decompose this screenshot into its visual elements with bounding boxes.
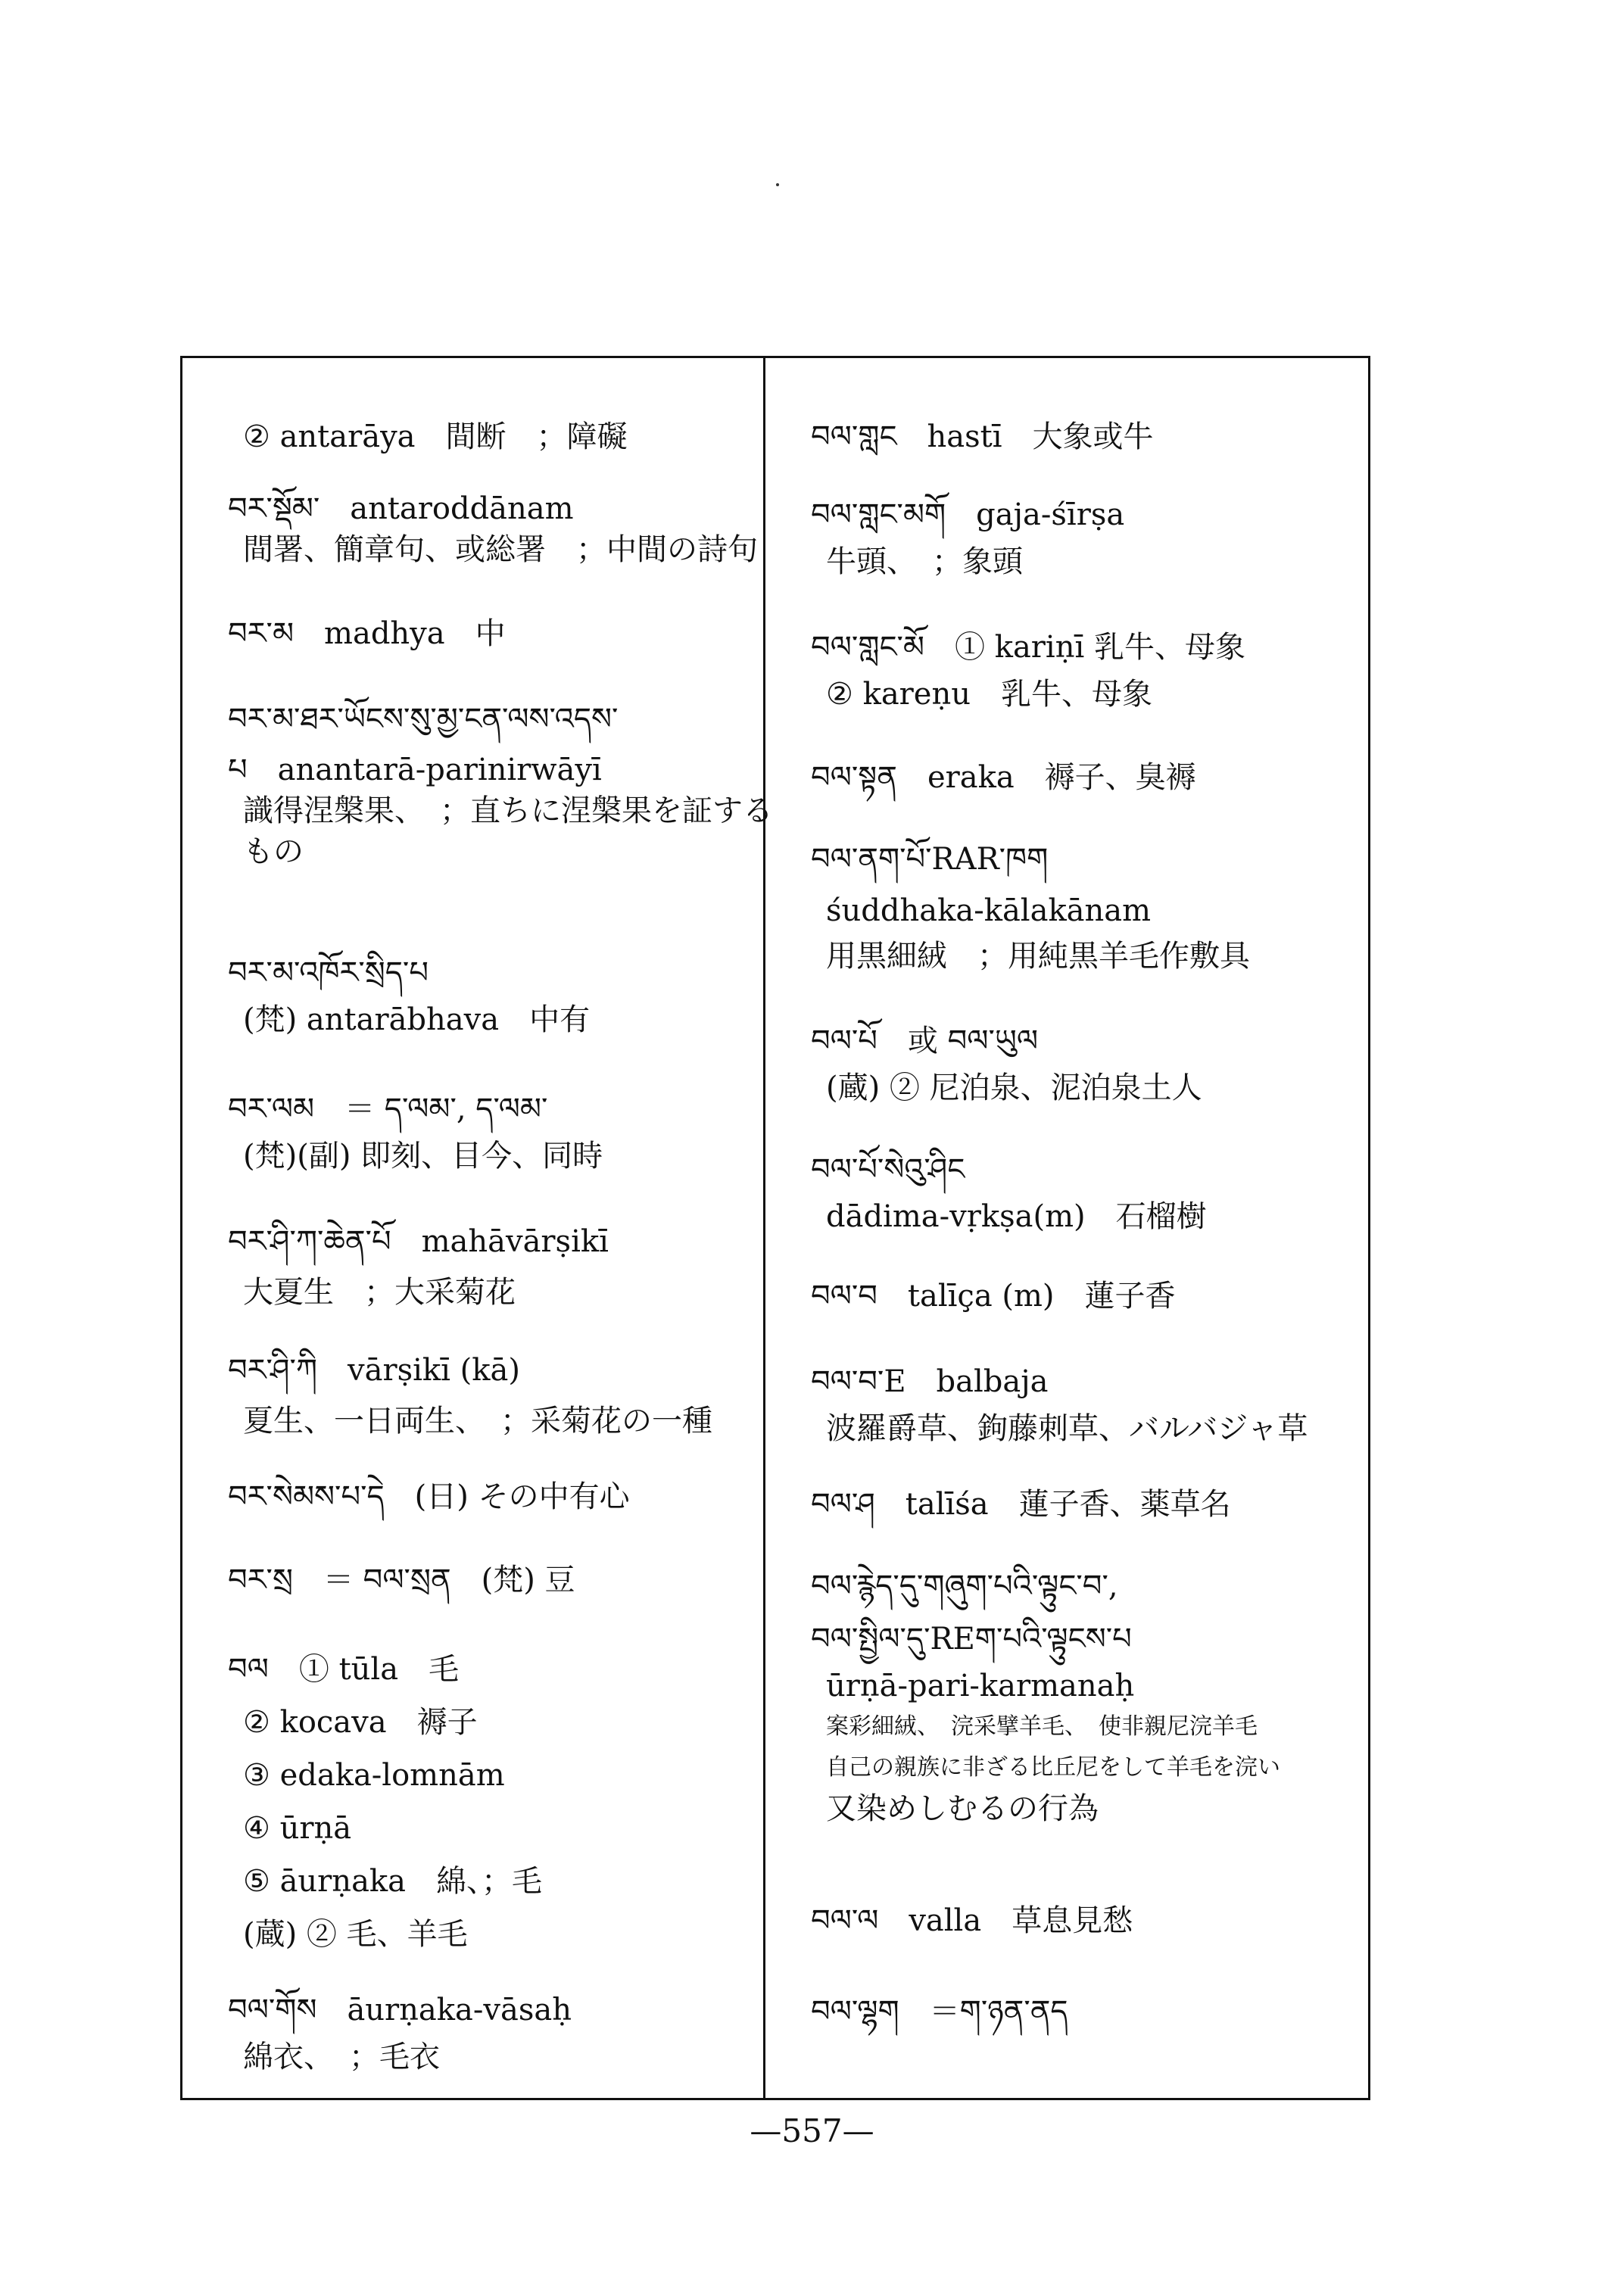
entry-line: もの: [243, 834, 304, 869]
entry: [182, 1643, 763, 1961]
entry-line: ② kareṇu 乳牛、母象: [826, 677, 1152, 712]
entry: [765, 621, 1368, 715]
entry-line: བལ་ལྷག ＝ག་ཉན་ནད: [811, 1994, 1068, 2029]
entry-line: བར་ཤི་ཀི vārṣikī (kā): [228, 1353, 520, 1388]
entry: [182, 1984, 763, 2077]
entry-line: བལ་གླང་མགོ gaja-śīrṣa: [811, 497, 1125, 532]
entry-line: བར་ཤི་ཀ་ཆེན་པོ mahāvārṣikī: [228, 1224, 609, 1259]
entry: [182, 1211, 763, 1313]
entry: [765, 1900, 1368, 1941]
entry-line: (蔵) ② 毛、羊毛: [243, 1917, 468, 1952]
entry-line: བལ་རྙེད་དུ་གཞུག་པའི་ལྟུང་བ་,: [811, 1569, 1118, 1604]
entry-line: śuddhaka-kālakānam: [826, 893, 1152, 928]
entry-line: 綿衣、 ；毛衣: [243, 2040, 440, 2074]
entry-line: dādima-vṛkṣa(m) 石榴樹: [826, 1199, 1207, 1234]
entry-line: ③ edaka-lomnām: [243, 1758, 505, 1793]
entry-line: (梵) antarābhava 中有: [243, 1002, 591, 1037]
entry-line: བལ་ནག་པོ་RAR་ཁག: [811, 842, 1049, 877]
entry-line: 間署、簡章句、或総署 ；中間の詩句: [243, 532, 758, 567]
entry-line: ④ ūrṇā: [243, 1811, 352, 1846]
entry-line: བར་སྲ ＝ བལ་སྲན (梵) 豆: [228, 1563, 575, 1597]
entry-line: ⑤ āurṇaka 綿、；毛: [243, 1864, 542, 1899]
entry: [182, 1340, 763, 1442]
entry: [182, 416, 763, 457]
entry: [182, 689, 773, 872]
entry-line: ② antarāya 間断 ；障礙: [243, 419, 628, 454]
entry-line: བར་སེམས་པ་དེ (日) その中有心: [228, 1479, 630, 1514]
entry: [182, 1476, 763, 1517]
entry-line: 用黒細絨 ；用純黒羊毛作敷具: [826, 939, 1250, 974]
entry: [765, 1484, 1368, 1525]
entry-line: བལ་བ་E balbaja: [811, 1364, 1049, 1399]
entry: [182, 613, 763, 654]
entry-line: (蔵) ② 尼泊泉、泥泊泉土人: [826, 1071, 1202, 1105]
entry: [765, 1991, 1368, 2032]
entry-line: 又染めしむるの行為: [826, 1791, 1099, 1826]
entry: [765, 1560, 1368, 1829]
entry: [182, 946, 763, 1040]
right-column: [765, 356, 1368, 2100]
entry-line: 案彩細絨、 浣采擘羊毛、 使非親尼浣羊毛: [826, 1713, 1258, 1740]
entry-line: (梵)(副) 即刻、目今、同時: [243, 1139, 603, 1173]
entry: [765, 1276, 1368, 1317]
entry: [765, 833, 1368, 977]
entry-line: བལ་པོ་སེའུ་ཤིང: [811, 1152, 965, 1187]
entry-line: 夏生、一日両生、 ；采菊花の一種: [243, 1404, 712, 1438]
entry-line: པ anantarā-parinirwāyī: [228, 753, 602, 787]
entry-line: 牛頭、 ；象頭: [826, 544, 1023, 579]
entry-line: བར་མ་ཐར་ཡོངས་སུ་མྱ་ངན་ལས་འདས་: [228, 702, 619, 737]
entry-line: བལ་གོས āurṇaka-vāsaḥ: [228, 1993, 572, 2028]
entry-line: བལ་ལ valla 草息見愁: [811, 1903, 1133, 1938]
entry-line: བལ་གླང་མོ ① kariṇī 乳牛、母象: [811, 630, 1245, 665]
page-number: —557—: [750, 2112, 874, 2149]
entry: [765, 416, 1368, 457]
left-column: [182, 356, 773, 2100]
entry-line: བར་ལམ ＝ ད་ལམ་, ད་ལམ་: [228, 1092, 548, 1127]
entry-line: བལ་ཤ talīśa 蓮子香、薬草名: [811, 1487, 1231, 1522]
entry-line: 大夏生 ；大采菊花: [243, 1275, 516, 1310]
entry: [182, 488, 763, 570]
entry-line: ūrṇā-pari-karmanaḥ: [826, 1669, 1135, 1703]
entry-line: 識得涅槃果、 ；直ちに涅槃果を証する: [243, 793, 773, 828]
entry: [765, 488, 1368, 582]
entry: [182, 1083, 763, 1177]
entry: [765, 1355, 1368, 1449]
entry-line: བལ་སྟན eraka 褥子、臭褥: [811, 760, 1196, 795]
speck: [776, 183, 779, 186]
entry: [182, 1560, 763, 1601]
entry-line: 自己の親族に非ざる比丘尼をして羊毛を浣い: [826, 1754, 1280, 1781]
entry: [765, 1143, 1368, 1237]
entry-line: བལ་གླང hastī 大象或牛: [811, 419, 1154, 454]
entry-line: བལ་སྤྱིལ་དུ་REག་པའི་ལྟུངས་པ: [811, 1622, 1132, 1657]
entry-line: ② kocava 褥子: [243, 1705, 478, 1740]
entry-line: བར་མ madhya 中: [228, 616, 506, 651]
entry-line: བལ ① tūla 毛: [228, 1652, 460, 1687]
entry-line: བར་མ་འཁོར་སྲིད་པ: [228, 955, 429, 990]
entry-line: 波羅爵草、鉤藤刺草、バルバジャ草: [826, 1411, 1308, 1446]
entry-line: བར་སྡོམ་ antaroddānam: [228, 491, 574, 526]
entry-line: བལ་བ talīça (m) 蓮子香: [811, 1279, 1176, 1314]
entry-line: བལ་པོ 或 བལ་ཡུལ: [811, 1024, 1039, 1058]
entry: [765, 757, 1368, 798]
entry: [765, 1015, 1368, 1108]
